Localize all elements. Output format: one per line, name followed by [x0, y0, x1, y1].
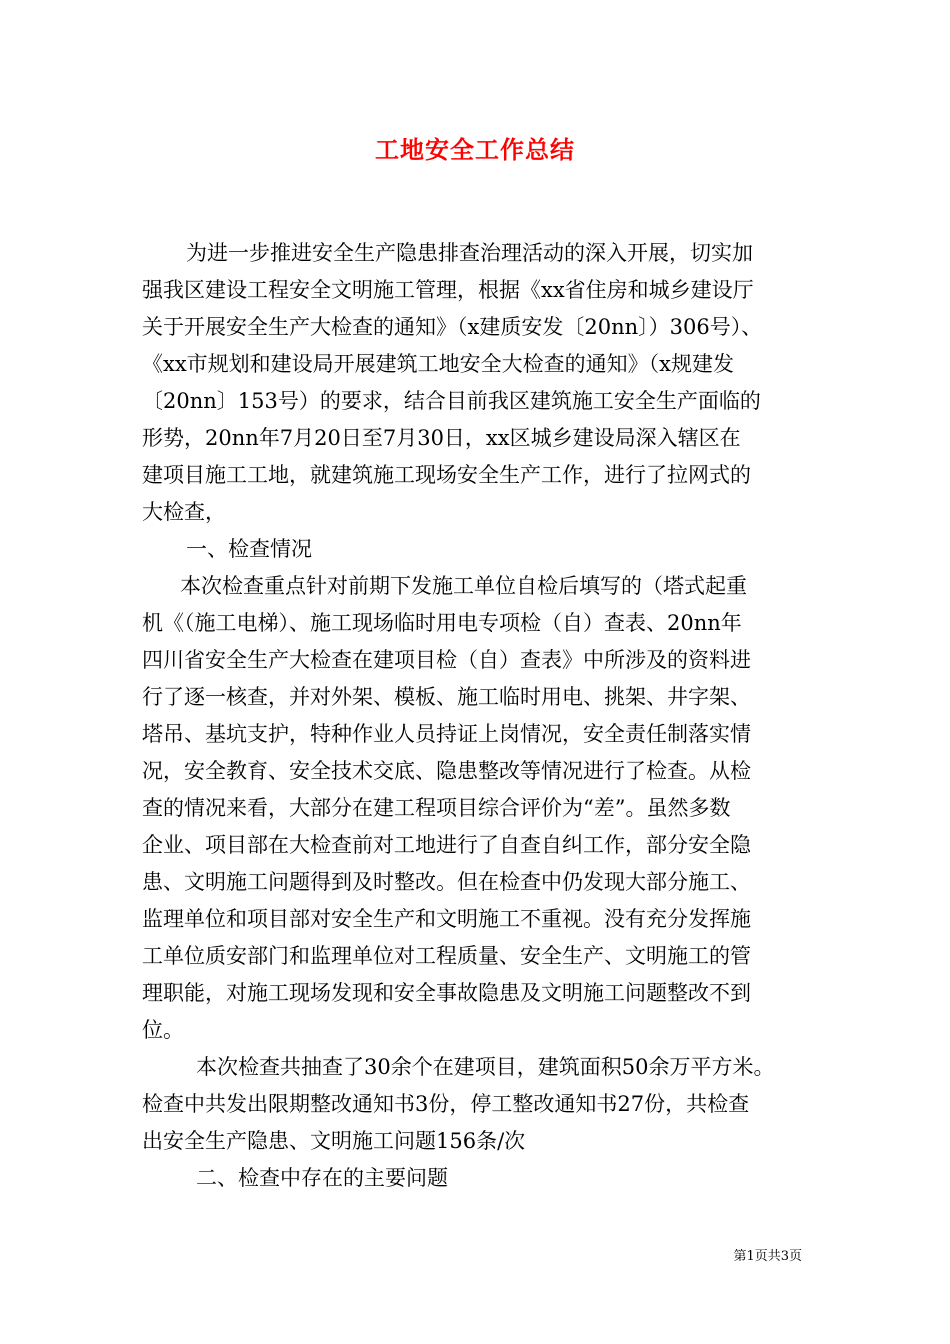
body-line: 四川省安全生产大检查在建项目检（自）查表》中所涉及的资料进 [142, 648, 751, 672]
body-line: 患、文明施工问题得到及时整改。但在检查中仍发现大部分施工、 [142, 870, 751, 894]
body-line: 大检查， [142, 500, 226, 524]
body-line: 行了逐一核查，并对外架、模板、施工临时用电、挑架、井字架、 [142, 685, 751, 709]
body-line: 检查中共发出限期整改通知书3份，停工整改通知书27份，共检查 [142, 1092, 750, 1116]
body-line: 查的情况来看，大部分在建工程项目综合评价为“差”。虽然多数 [142, 796, 731, 820]
body-line: 本次检查共抽查了30余个在建项目，建筑面积50余万平方米。 [196, 1055, 775, 1079]
body-line: 监理单位和项目部对安全生产和文明施工不重视。没有充分发挥施 [142, 907, 751, 931]
document-title: 工地安全工作总结 [375, 136, 575, 164]
body-line: 位。 [142, 1018, 184, 1042]
body-line: 〔20nn〕153号）的要求，结合目前我区建筑施工安全生产面临的 [142, 389, 761, 413]
body-line: 为进一步推进安全生产隐患排查治理活动的深入开展，切实加 [186, 241, 753, 265]
section-heading-2: 二、检查中存在的主要问题 [196, 1166, 448, 1190]
document-body [142, 235, 822, 1197]
body-line: 出安全生产隐患、文明施工问题156条/次 [142, 1129, 526, 1153]
body-line: 塔吊、基坑支护，特种作业人员持证上岗情况，安全责任制落实情 [142, 722, 751, 746]
page-number: 第1页共3页 [733, 1249, 802, 1264]
body-line: 建项目施工工地，就建筑施工现场安全生产工作，进行了拉网式的 [142, 463, 751, 487]
body-line: 强我区建设工程安全文明施工管理，根据《xx省住房和城乡建设厅 [142, 278, 754, 302]
body-line: 工单位质安部门和监理单位对工程质量、安全生产、文明施工的管 [142, 944, 751, 968]
body-line: 企业、项目部在大检查前对工地进行了自查自纠工作，部分安全隐 [142, 833, 751, 857]
body-line: 机《（施工电梯）、施工现场临时用电专项检（自）查表、20nn年 [142, 611, 742, 635]
body-line: 本次检查重点针对前期下发施工单位自检后填写的（塔式起重 [180, 574, 747, 598]
body-line: 况，安全教育、安全技术交底、隐患整改等情况进行了检查。从检 [142, 759, 751, 783]
section-heading-1: 一、检查情况 [186, 537, 312, 561]
body-line: 《xx市规划和建设局开展建筑工地安全大检查的通知》（x规建发 [142, 352, 735, 376]
body-line: 理职能，对施工现场发现和安全事故隐患及文明施工问题整改不到 [142, 981, 751, 1005]
body-line: 关于开展安全生产大检查的通知》（x建质安发〔20nn〕）306号）、 [142, 315, 763, 339]
body-line: 形势，20nn年7月20日至7月30日，xx区城乡建设局深入辖区在 [142, 426, 741, 450]
